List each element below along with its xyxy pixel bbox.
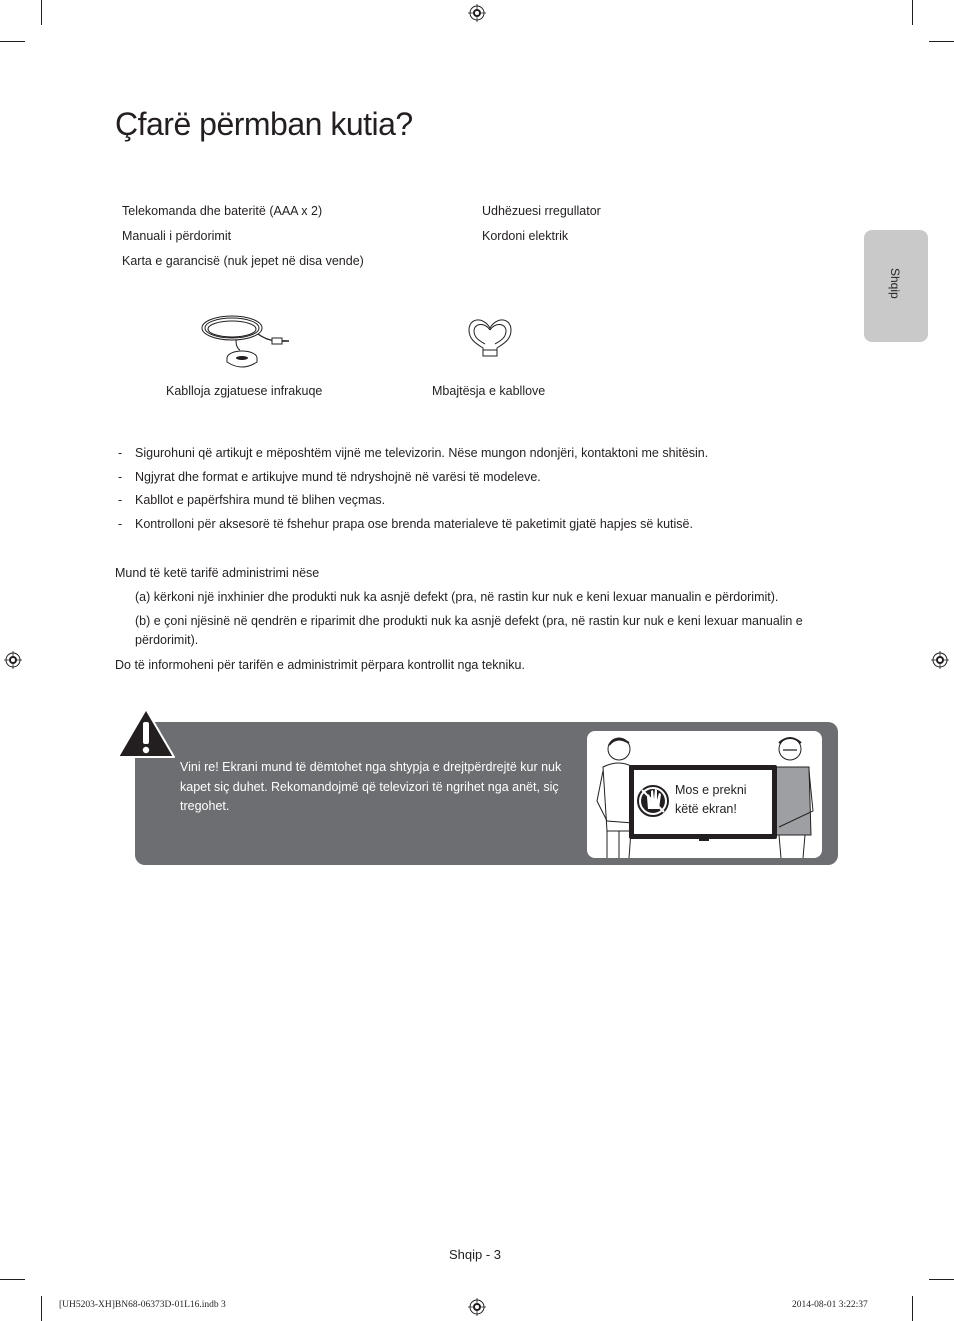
contents-list-left	[122, 199, 364, 274]
crop-mark	[0, 41, 25, 42]
warning-text	[180, 758, 570, 817]
list-item: - Kabllot e papërfshira mund të blihen veçmas.	[118, 493, 386, 507]
note-text: Kabllot e papërfshira mund të blihen veçmas.	[135, 493, 386, 507]
language-side-tab	[864, 230, 928, 342]
accessory-caption: Mbajtësja e kabllove	[432, 384, 546, 398]
list-item: Karta e garancisë (nuk jepet në disa vende)	[122, 254, 364, 268]
list-item: Manuali i përdorimit	[122, 229, 232, 243]
notes-list	[115, 442, 708, 536]
list-item: Kordoni elektrik	[482, 229, 569, 243]
warning-body: ! Ekrani mund të dëmtohet nga shtypja e drejtpërdrejtë kur nuk kapet siç duhet. Rekomandojmë që televizori të ngrihet nga anët, siç tregohet.	[180, 760, 562, 813]
fee-item-a: (a) kërkoni një inxhinier dhe produkti nuk ka asnjë defekt (pra, në rastin kur nuk e keni lexuar manualin e përdorimit).	[135, 590, 779, 604]
registration-mark-icon	[468, 4, 486, 22]
crop-mark	[912, 0, 913, 25]
list-item: - Kontrolloni për aksesorë të fshehur prapa ose brenda materialeve të paketimit gjatë hapjes së kutisë.	[118, 516, 693, 531]
registration-mark-icon	[931, 651, 949, 669]
list-item: Telekomanda dhe bateritë (AAA x 2)	[122, 204, 323, 218]
ir-extender-cable-icon	[196, 304, 292, 374]
list-item: - Ngjyrat dhe format e artikujve mund të ndryshojnë në varësi të modeleve.	[118, 469, 541, 484]
warning-label: Vini re	[180, 760, 216, 774]
print-slug-date: 2014-08-01 3:22:37	[792, 1300, 868, 1310]
fee-outro: Do të informoheni për tarifën e administrimit përpara kontrollit nga tekniku.	[115, 658, 525, 672]
print-slug-file: [UH5203-XH]BN68-06373D-01L16.indb 3	[59, 1300, 226, 1310]
list-item: - Sigurohuni që artikujt e mëposhtëm vijnë me televizorin. Nëse mungon ndonjëri, kontaktoni me shitësin.	[118, 446, 709, 460]
crop-mark	[41, 1296, 42, 1321]
page-title: Çfarë përmban kutia?	[115, 106, 413, 142]
note-text: Sigurohuni që artikujt e mëposhtëm vijnë me televizorin. Nëse mungon ndonjëri, kontaktoni me shitësin.	[135, 446, 709, 460]
accessory-caption: Kablloja zgjatuese infrakuqe	[166, 384, 323, 398]
crop-mark	[912, 1296, 913, 1321]
tv-warning-line: Mos e prekni	[675, 783, 747, 797]
note-text: Ngjyrat dhe format e artikujve mund të ndryshojnë në varësi të modeleve.	[135, 469, 541, 484]
registration-mark-icon	[4, 651, 22, 669]
crop-mark	[929, 1279, 954, 1280]
fee-intro: Mund të ketë tarifë administrimi nëse	[115, 566, 320, 580]
fee-item-b: (b) e çoni njësinë në qendrën e riparimit dhe produkti nuk ka asnjë defekt (pra, në rastin kur nuk e keni lexuar manualin e përdorimit).	[135, 614, 803, 647]
registration-mark-icon	[468, 1298, 486, 1316]
crop-mark	[41, 0, 42, 25]
language-side-tab-label: Shqip	[888, 268, 902, 299]
page-number: Shqip - 3	[449, 1247, 502, 1262]
tv-warning-message	[675, 781, 747, 819]
crop-mark	[929, 41, 954, 42]
tv-warning-line: këtë ekran!	[675, 802, 737, 816]
crop-mark	[0, 1279, 25, 1280]
contents-list-right	[482, 199, 601, 249]
warning-triangle-icon	[116, 707, 176, 759]
note-text: Kontrolloni për aksesorë të fshehur prapa ose brenda materialeve të paketimit gjatë hapjes së kutisë.	[135, 516, 693, 531]
cable-holder-icon	[465, 314, 515, 362]
list-item: Udhëzuesi rregullator	[482, 204, 601, 218]
